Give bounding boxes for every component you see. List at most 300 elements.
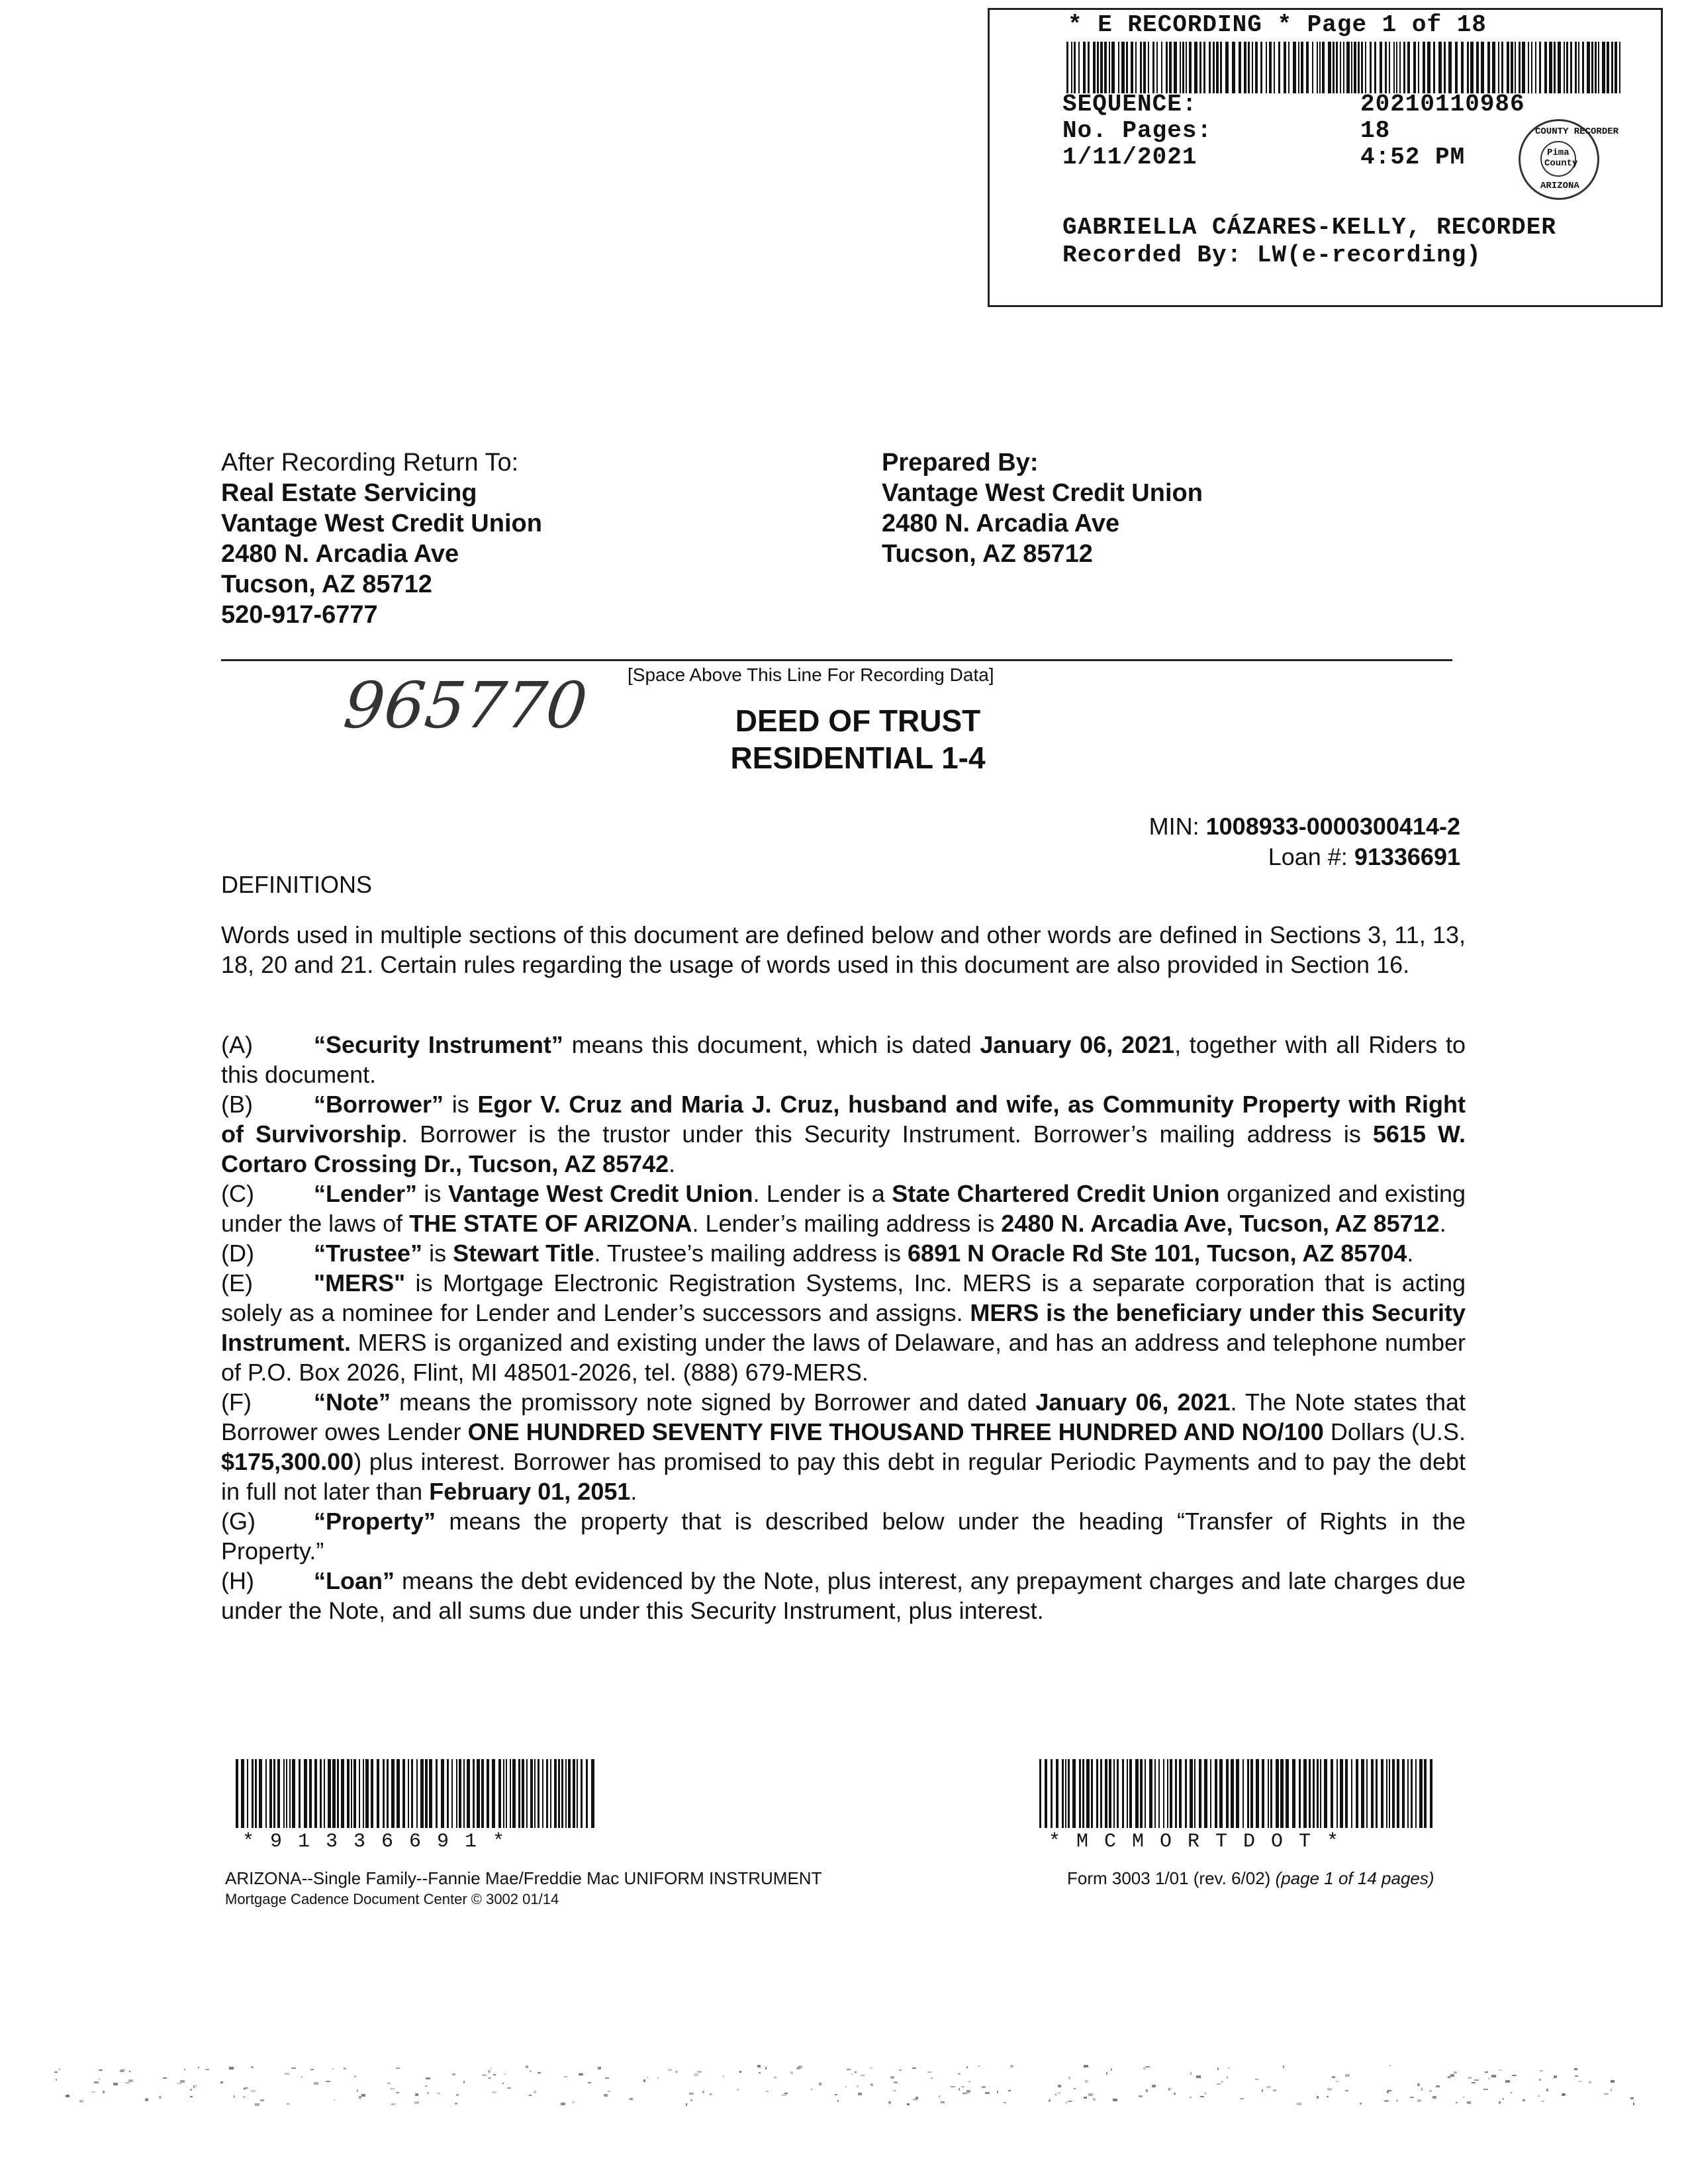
- noise-speck: [1541, 2101, 1544, 2102]
- barcode-bar: [1174, 42, 1177, 93]
- noise-speck: [1436, 2085, 1440, 2087]
- noise-speck: [1611, 2080, 1615, 2083]
- definition-text: Egor V. Cruz and Maria J. Cruz, husband and wife, as Community Property with Right of Survivorship: [221, 1091, 1466, 1148]
- noise-speck: [1196, 2075, 1201, 2078]
- barcode-bar: [1100, 1759, 1102, 1828]
- noise-speck: [782, 2094, 786, 2096]
- definition-label: (F): [221, 1388, 252, 1416]
- barcode-bar: [1566, 42, 1568, 93]
- barcode-bar: [1554, 42, 1556, 93]
- noise-speck: [861, 2075, 865, 2076]
- barcode-bar: [1313, 1759, 1315, 1828]
- barcode-bar: [1346, 42, 1350, 93]
- barcode-bar: [1186, 42, 1187, 93]
- barcode-bar: [534, 1759, 536, 1828]
- noise-speck: [1630, 2097, 1634, 2099]
- recording-divider: [221, 659, 1452, 661]
- definition-text: MERS is the beneficiary under this Security Instrument.: [221, 1299, 1466, 1356]
- noise-speck: [1421, 2088, 1423, 2091]
- recording-stamp: [988, 8, 1663, 307]
- definition-text: “Security Instrument”: [314, 1031, 563, 1058]
- barcode-bar: [387, 1759, 389, 1828]
- noise-speck: [159, 2096, 162, 2099]
- noise-speck: [997, 2091, 998, 2093]
- noise-speck: [1327, 2096, 1329, 2097]
- barcode-bar: [1121, 42, 1125, 93]
- barcode-bar: [1170, 1759, 1172, 1828]
- barcode-bar: [1199, 42, 1201, 93]
- noise-speck: [573, 2101, 574, 2103]
- noise-speck: [1332, 2076, 1335, 2078]
- barcode-bar: [1194, 1759, 1196, 1828]
- barcode-bar: [1180, 42, 1181, 93]
- loan-barcode-bars: [236, 1759, 596, 1828]
- noise-speck: [1345, 2074, 1350, 2077]
- barcode-bar: [309, 1759, 312, 1828]
- barcode-bar: [1260, 42, 1262, 93]
- noise-speck: [1066, 2102, 1067, 2103]
- min-value: 1008933-0000300414-2: [1205, 813, 1460, 840]
- barcode-bar: [1247, 1759, 1249, 1828]
- noise-speck: [668, 2069, 672, 2071]
- noise-speck: [1499, 2070, 1502, 2071]
- definition-text: means the property that is described below under the heading “Transfer of Rights in the Property.”: [221, 1508, 1466, 1565]
- noise-speck: [1456, 2102, 1458, 2103]
- barcode-bar: [365, 1759, 369, 1828]
- barcode-bar: [1582, 42, 1584, 93]
- barcode-bar: [252, 1759, 254, 1828]
- noise-speck: [1336, 2081, 1339, 2082]
- barcode-bar: [1501, 42, 1503, 93]
- barcode-bar: [451, 1759, 453, 1828]
- noise-speck: [561, 2103, 565, 2105]
- noise-speck: [1539, 2079, 1541, 2081]
- barcode-bar: [1145, 1759, 1146, 1828]
- barcode-bar: [487, 1759, 489, 1828]
- noise-speck: [1503, 2098, 1504, 2100]
- barcode-bar: [510, 1759, 511, 1828]
- noise-speck: [507, 2087, 511, 2089]
- definition-text: . Trustee’s mailing address is: [594, 1240, 908, 1267]
- noise-speck: [847, 2069, 851, 2070]
- noise-speck: [1058, 2085, 1061, 2087]
- noise-speck: [982, 2086, 986, 2088]
- barcode-bar: [1250, 1759, 1253, 1828]
- prepared-by-line: Tucson, AZ 85712: [882, 540, 1093, 568]
- noise-speck: [326, 2081, 330, 2082]
- definition-text: is: [444, 1091, 478, 1118]
- barcode-bar: [1078, 42, 1080, 93]
- definition-text: , together with all Riders to this document.: [221, 1031, 1466, 1088]
- barcode-bar: [481, 1759, 484, 1828]
- barcode-bar: [1531, 42, 1532, 93]
- recorder-name: GABRIELLA CÁZARES-KELLY, RECORDER: [1062, 214, 1556, 241]
- form-barcode-text: *MCMORTDOT*: [1049, 1831, 1355, 1853]
- noise-speck: [1491, 2075, 1496, 2077]
- barcode-bar: [1117, 1759, 1119, 1828]
- definition-text: “Lender”: [314, 1180, 418, 1207]
- noise-speck: [526, 2066, 528, 2068]
- definition-text: “Property”: [314, 1508, 436, 1535]
- barcode-bar: [577, 1759, 578, 1828]
- barcode-bar: [1492, 42, 1495, 93]
- return-to-label: After Recording Return To:: [221, 449, 519, 477]
- barcode-bar: [1252, 42, 1253, 93]
- noise-speck: [1396, 2099, 1398, 2102]
- noise-speck: [1562, 2093, 1566, 2096]
- noise-speck: [643, 2079, 645, 2082]
- recording-space-note: [Space Above This Line For Recording Data]: [628, 664, 994, 685]
- noise-speck: [1297, 2103, 1301, 2105]
- barcode-bar: [542, 1759, 543, 1828]
- definition-text: means the promissory note signed by Borrower and dated: [391, 1388, 1036, 1416]
- noise-speck: [190, 2096, 193, 2097]
- noise-speck: [1113, 2099, 1117, 2101]
- noise-speck: [1384, 2100, 1389, 2102]
- noise-speck: [962, 2093, 967, 2094]
- barcode-bar: [273, 1759, 275, 1828]
- noise-speck: [184, 2069, 185, 2070]
- barcode-bar: [1269, 42, 1272, 93]
- barcode-bar: [1312, 42, 1313, 93]
- barcode-bar: [1371, 1759, 1374, 1828]
- noise-speck: [1008, 2090, 1011, 2091]
- barcode-bar: [1575, 42, 1577, 93]
- barcode-bar: [1175, 1759, 1177, 1828]
- barcode-bar: [1143, 42, 1146, 93]
- noise-speck: [1240, 2098, 1244, 2099]
- noise-speck: [1450, 2074, 1454, 2077]
- form-barcode-bars: [1039, 1759, 1436, 1828]
- barcode-bar: [1385, 42, 1387, 93]
- noise-speck: [1217, 2068, 1219, 2070]
- definition-label: (E): [221, 1269, 253, 1297]
- barcode-bar: [1476, 42, 1479, 93]
- definitions-intro: Words used in multiple sections of this document are defined below and other words are defined in Sections 3, 11, 13, 18, 20 and 21. Certain rules regarding the usage of words used in this document are also provided in Section 16.: [221, 921, 1466, 978]
- noise-speck: [837, 2100, 839, 2102]
- noise-speck: [757, 2065, 761, 2068]
- barcode-bar: [1226, 1759, 1229, 1828]
- barcode-bar: [512, 1759, 516, 1828]
- barcode-bar: [1424, 1759, 1427, 1828]
- noise-speck: [907, 2103, 910, 2105]
- noise-speck: [492, 2091, 496, 2093]
- definition-text: “Borrower”: [314, 1091, 444, 1118]
- barcode-bar: [1528, 42, 1529, 93]
- noise-speck: [1432, 2096, 1436, 2099]
- barcode-bar: [1156, 42, 1158, 93]
- noise-speck: [177, 2083, 181, 2084]
- barcode-bar: [1219, 1759, 1223, 1828]
- noise-speck: [1088, 2093, 1093, 2096]
- definition-text: “Note”: [314, 1388, 391, 1416]
- barcode-bar: [1615, 42, 1617, 93]
- noise-speck: [647, 2077, 648, 2078]
- barcode-bar: [332, 1759, 336, 1828]
- noise-speck: [1462, 2097, 1465, 2098]
- noise-speck: [361, 2094, 365, 2097]
- noise-speck: [1472, 2082, 1476, 2083]
- noise-speck: [985, 2092, 990, 2094]
- barcode-bar: [1071, 42, 1072, 93]
- barcode-bar: [1100, 42, 1103, 93]
- noise-speck: [737, 2089, 739, 2091]
- barcode-bar: [255, 1759, 257, 1828]
- noise-speck: [534, 2091, 536, 2093]
- noise-speck: [538, 2072, 541, 2073]
- noise-speck: [415, 2093, 418, 2096]
- noise-speck: [958, 2073, 961, 2075]
- noise-speck: [710, 2093, 712, 2095]
- document-title: DEED OF TRUST: [735, 704, 981, 738]
- noise-speck: [939, 2095, 940, 2098]
- barcode-bar: [269, 1759, 272, 1828]
- barcode-bar: [1595, 42, 1597, 93]
- noise-speck: [941, 2101, 945, 2103]
- barcode-bar: [1320, 1759, 1321, 1828]
- return-to-line: 2480 N. Arcadia Ave: [221, 540, 459, 568]
- barcode-bar: [1306, 42, 1309, 93]
- noise-speck: [125, 2082, 130, 2083]
- definition-label: (C): [221, 1180, 254, 1207]
- barcode-bar: [337, 1759, 339, 1828]
- noise-speck: [774, 2077, 776, 2078]
- definition-text: . Lender’s mailing address is: [692, 1210, 1002, 1237]
- barcode-bar: [1292, 1759, 1295, 1828]
- noise-speck: [54, 2071, 58, 2073]
- noise-speck: [927, 2071, 931, 2073]
- barcode-bar: [550, 1759, 551, 1828]
- barcode-bar: [1322, 42, 1325, 93]
- barcode-bar: [1232, 42, 1235, 93]
- barcode-bar: [1199, 1759, 1201, 1828]
- definition-text: is: [422, 1240, 453, 1267]
- noise-speck: [1604, 2093, 1609, 2095]
- barcode-bar: [359, 1759, 360, 1828]
- barcode-bar: [1062, 1759, 1064, 1828]
- noise-speck: [301, 2076, 303, 2077]
- noise-speck: [857, 2085, 859, 2087]
- noise-speck: [1227, 2076, 1228, 2079]
- noise-speck: [1168, 2088, 1170, 2091]
- noise-speck: [1468, 2077, 1472, 2079]
- prepared-by-label: Prepared By:: [882, 449, 1039, 477]
- barcode-bar: [1578, 42, 1579, 93]
- noise-speck: [251, 2066, 254, 2068]
- barcode-bar: [292, 1759, 295, 1828]
- return-to-block: [221, 447, 542, 630]
- noise-speck: [1554, 2075, 1557, 2078]
- noise-speck: [285, 2073, 289, 2075]
- barcode-bar: [1270, 1759, 1272, 1828]
- noise-speck: [588, 2082, 591, 2083]
- noise-speck: [334, 2099, 335, 2101]
- barcode-bar: [1105, 1759, 1107, 1828]
- barcode-bar: [1113, 1759, 1115, 1828]
- barcode-bar: [1118, 42, 1119, 93]
- stamp-barcode: [1066, 42, 1622, 93]
- noise-speck: [739, 2071, 741, 2073]
- barcode-bar: [554, 1759, 557, 1828]
- barcode-bar: [259, 1759, 262, 1828]
- definition-label: (B): [221, 1091, 253, 1118]
- barcode-bar: [1169, 42, 1172, 93]
- noise-speck: [1190, 2097, 1192, 2098]
- barcode-bar: [1558, 42, 1561, 93]
- definition-text: .: [630, 1478, 637, 1505]
- barcode-bar: [456, 1759, 457, 1828]
- noise-speck: [463, 2081, 465, 2083]
- noise-speck: [489, 2077, 491, 2079]
- noise-speck: [1205, 2093, 1206, 2094]
- noise-speck: [690, 2099, 692, 2101]
- noise-speck: [1283, 2066, 1284, 2068]
- barcode-bar: [1351, 42, 1352, 93]
- barcode-bar: [1515, 42, 1516, 93]
- noise-speck: [91, 2091, 95, 2093]
- pages-value: 18: [1360, 117, 1391, 144]
- noise-speck: [437, 2093, 440, 2094]
- noise-speck: [1055, 2094, 1056, 2095]
- noise-speck: [1538, 2095, 1540, 2097]
- definition-text: Dollars (U.S.: [1323, 1418, 1466, 1445]
- noise-speck: [79, 2100, 83, 2103]
- barcode-bar: [1487, 42, 1490, 93]
- barcode-bar: [1074, 42, 1076, 93]
- noise-speck: [1483, 2089, 1488, 2090]
- noise-speck: [243, 2096, 246, 2098]
- barcode-bar: [1299, 1759, 1301, 1828]
- barcode-bar: [1386, 1759, 1387, 1828]
- noise-speck: [899, 2070, 902, 2071]
- definition-text: Vantage West Credit Union: [447, 1180, 753, 1207]
- loan-barcode-text: *91336691*: [242, 1831, 521, 1853]
- noise-speck: [784, 2093, 788, 2094]
- pages-label: No. Pages:: [1062, 117, 1213, 144]
- noise-speck: [959, 2088, 960, 2091]
- noise-speck: [504, 2073, 506, 2075]
- barcode-bar: [1407, 42, 1410, 93]
- noise-speck: [888, 2101, 891, 2104]
- barcode-bar: [1570, 42, 1572, 93]
- barcode-bar: [1097, 42, 1099, 93]
- barcode-bar: [289, 1759, 291, 1828]
- definition-item: [221, 1268, 1466, 1387]
- min-label: MIN:: [1149, 813, 1199, 840]
- noise-speck: [686, 2103, 687, 2106]
- barcode-bar: [1522, 42, 1525, 93]
- noise-speck: [426, 2077, 430, 2079]
- noise-speck: [604, 2094, 608, 2097]
- barcode-bar: [1243, 1759, 1244, 1828]
- return-to-line: Real Estate Servicing: [221, 479, 477, 507]
- barcode-bar: [558, 1759, 560, 1828]
- noise-speck: [1467, 2101, 1471, 2104]
- barcode-bar: [1266, 42, 1267, 93]
- noise-speck: [657, 2077, 659, 2079]
- noise-speck: [493, 2074, 496, 2075]
- noise-speck: [344, 2068, 346, 2070]
- barcode-bar: [377, 1759, 379, 1828]
- noise-speck: [456, 2094, 459, 2096]
- definition-text: MERS is organized and existing under the laws of Delaware, and has an address and telephone number of P.O. Box 2026, Flint, MI 48501-2026, tel. (888) 679-MERS.: [221, 1329, 1466, 1386]
- noise-speck: [1523, 2099, 1525, 2101]
- noise-speck: [482, 2074, 487, 2076]
- barcode-bar: [1185, 1759, 1187, 1828]
- noise-speck: [1068, 2077, 1070, 2079]
- barcode-bar: [1455, 42, 1458, 93]
- noise-speck: [1068, 2101, 1072, 2102]
- noise-speck: [452, 2073, 455, 2075]
- definition-text: State Chartered Credit Union: [892, 1180, 1220, 1207]
- barcode-bar: [1591, 42, 1593, 93]
- noise-speck: [390, 2088, 395, 2089]
- barcode-bar: [416, 1759, 418, 1828]
- barcode-bar: [1381, 1759, 1383, 1828]
- noise-speck: [966, 2066, 968, 2068]
- barcode-bar: [353, 1759, 356, 1828]
- barcode-bar: [538, 1759, 539, 1828]
- barcode-bar: [568, 1759, 571, 1828]
- barcode-bar: [1403, 42, 1405, 93]
- barcode-bar: [1210, 1759, 1211, 1828]
- noise-speck: [1511, 2092, 1512, 2093]
- definition-text: January 06, 2021: [1035, 1388, 1231, 1416]
- barcode-bar: [591, 1759, 594, 1828]
- barcode-bar: [1288, 42, 1289, 93]
- barcode-bar: [1317, 42, 1318, 93]
- noise-speck: [1074, 2088, 1076, 2089]
- barcode-bar: [371, 1759, 373, 1828]
- noise-speck: [291, 2068, 296, 2069]
- noise-speck: [391, 2103, 395, 2105]
- definition-item: [221, 1566, 1466, 1625]
- prepared-by-line: Vantage West Credit Union: [882, 479, 1203, 507]
- barcode-bar: [324, 1759, 325, 1828]
- noise-speck: [1345, 2090, 1348, 2091]
- barcode-bar: [1298, 42, 1299, 93]
- noise-speck: [810, 2089, 813, 2090]
- noise-speck: [605, 2077, 609, 2079]
- noise-speck: [1633, 2103, 1634, 2105]
- noise-speck: [396, 2068, 400, 2069]
- barcode-bar: [1039, 1759, 1041, 1828]
- noise-speck: [260, 2099, 264, 2101]
- noise-speck: [845, 2086, 847, 2087]
- barcode-bar: [1374, 42, 1376, 93]
- barcode-bar: [1248, 42, 1250, 93]
- footer-left: [225, 1868, 821, 1910]
- barcode-bar: [1340, 42, 1341, 93]
- barcode-bar: [1413, 42, 1416, 93]
- noise-speck: [56, 2079, 57, 2081]
- noise-speck: [598, 2067, 601, 2070]
- barcode-bar: [565, 1759, 567, 1828]
- barcode-bar: [429, 1759, 432, 1828]
- barcode-bar: [1607, 42, 1609, 93]
- barcode-bar: [1370, 42, 1372, 93]
- definitions-list: [221, 1030, 1466, 1625]
- barcode-bar: [1602, 42, 1605, 93]
- barcode-bar: [561, 1759, 563, 1828]
- noise-speck: [491, 2068, 492, 2070]
- noise-speck: [1004, 2102, 1006, 2103]
- noise-speck: [427, 2092, 429, 2094]
- noise-speck: [229, 2067, 234, 2070]
- definition-text: THE STATE OF ARIZONA: [409, 1210, 692, 1237]
- barcode-bar: [1135, 1759, 1139, 1828]
- definition-text: . The Note states that Borrower owes Lender: [221, 1388, 1466, 1445]
